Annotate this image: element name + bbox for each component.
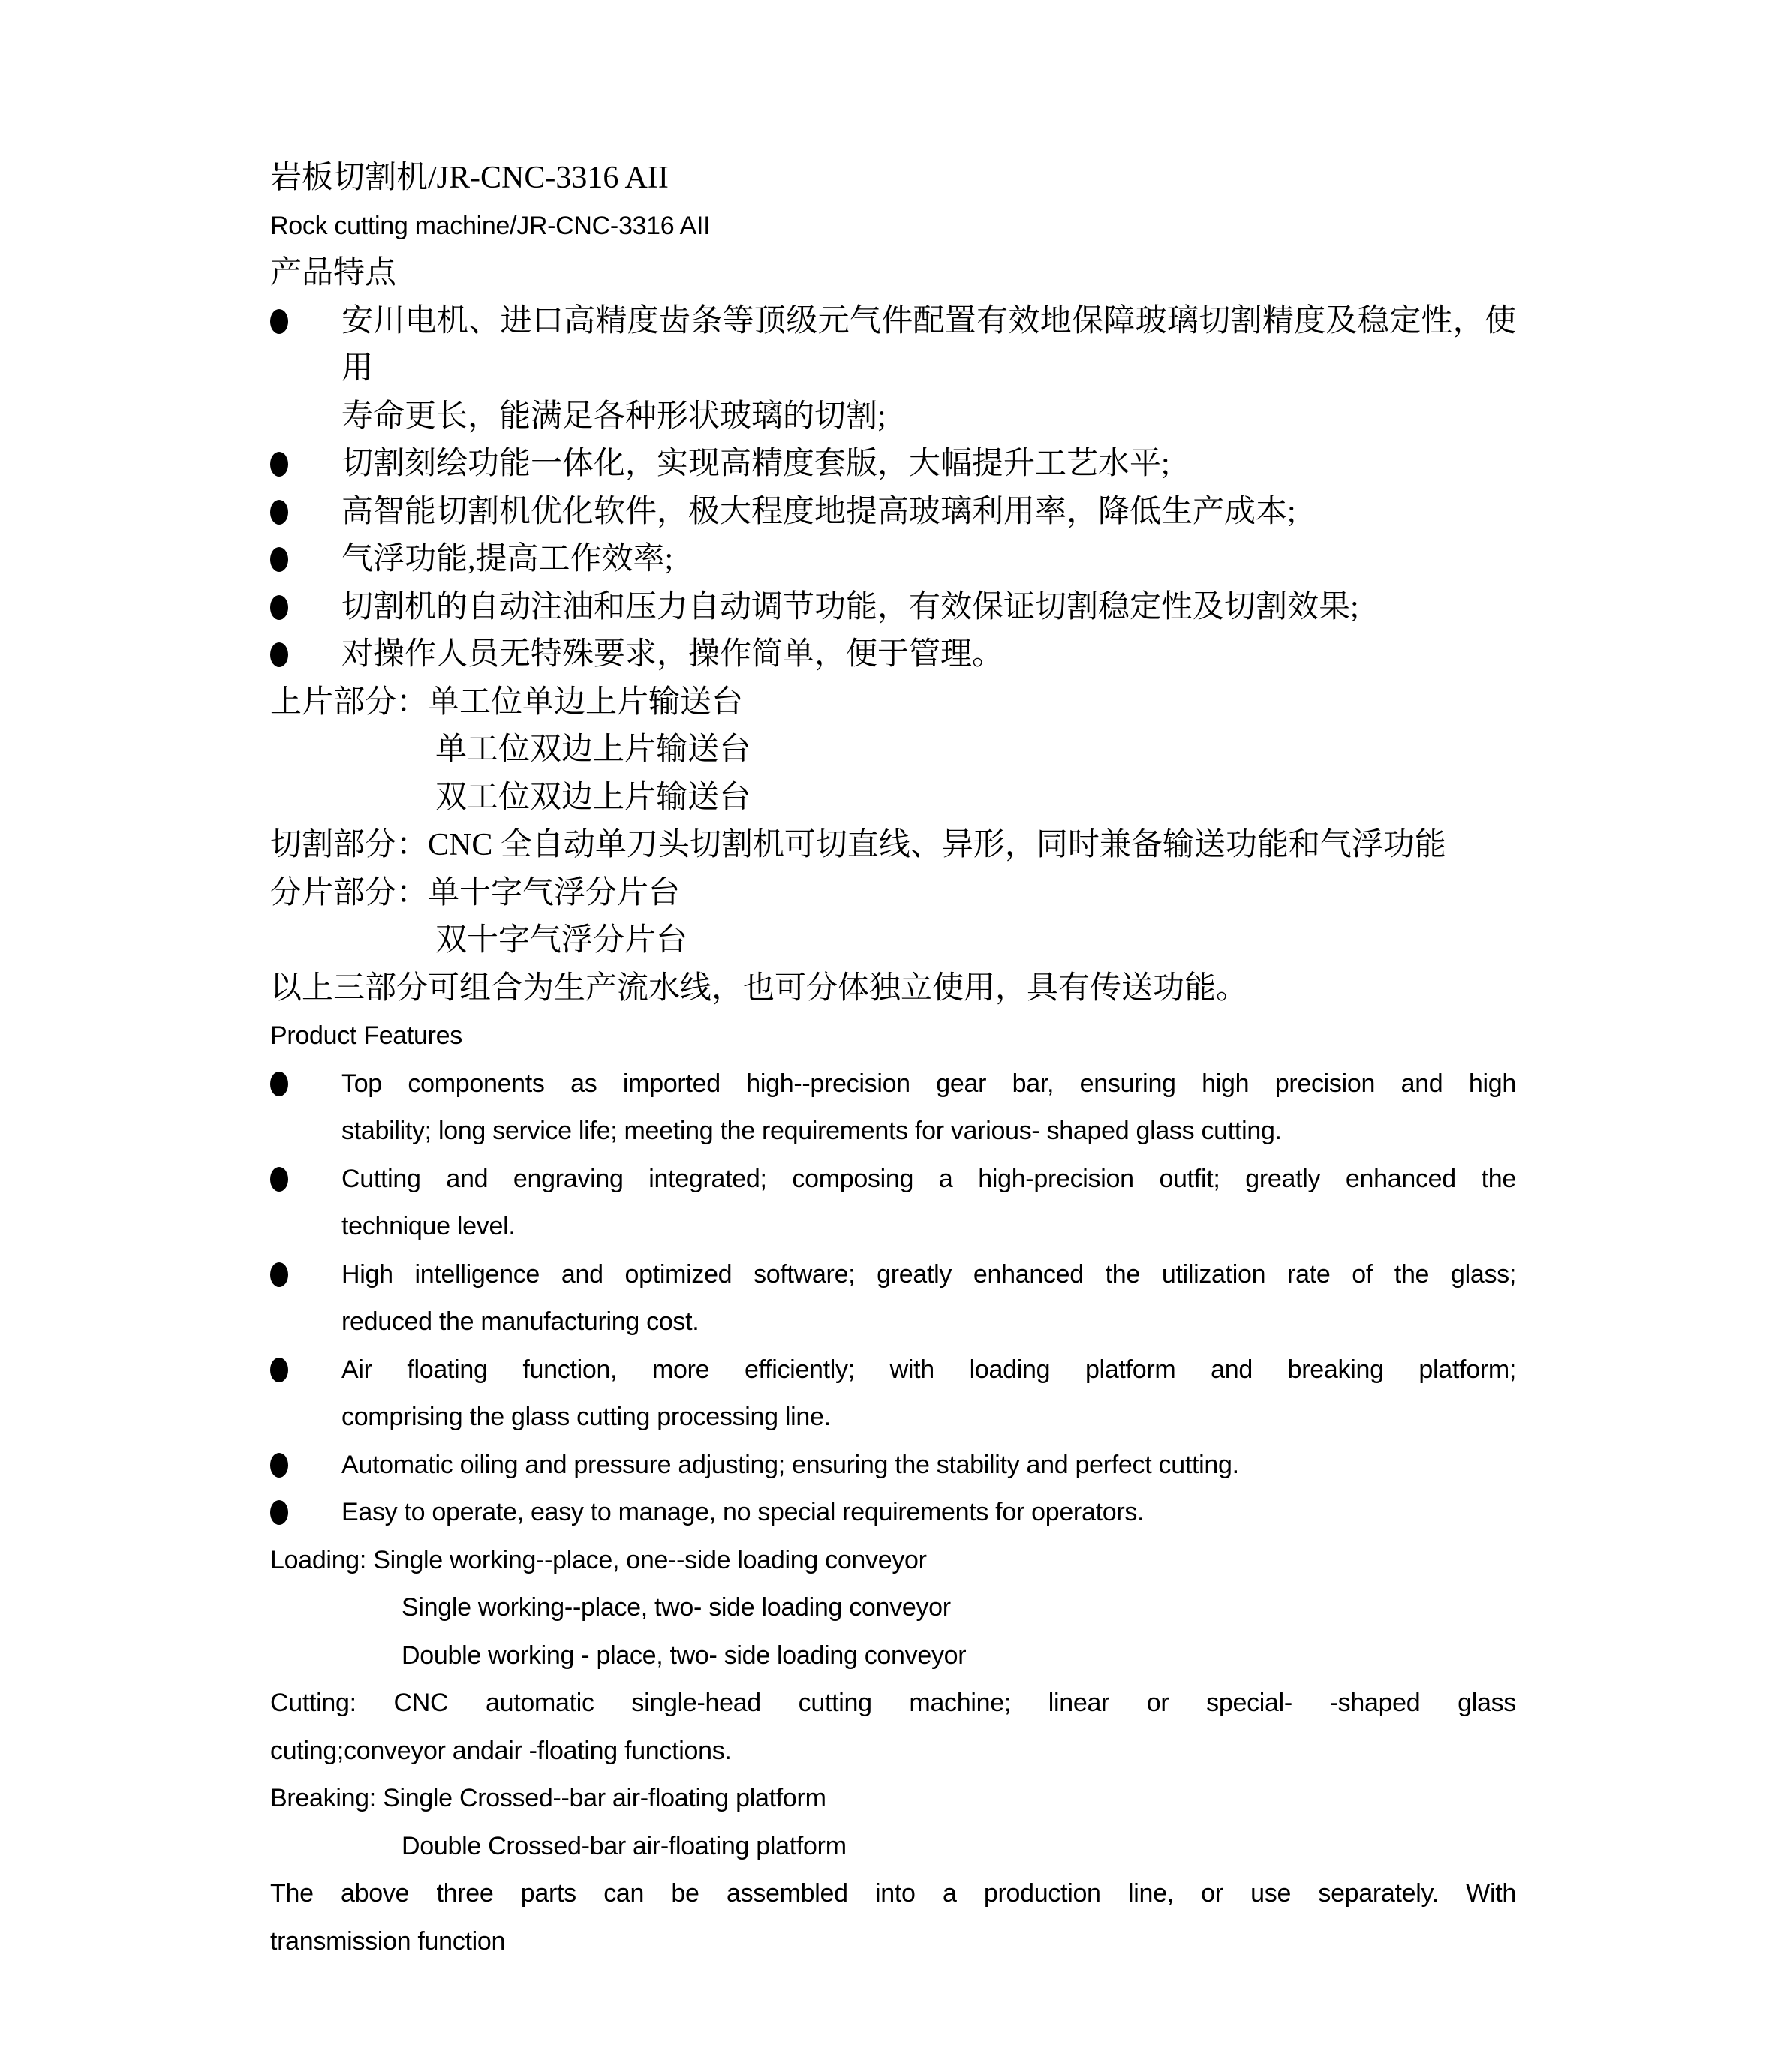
text-line	[270, 203, 1516, 251]
bullet-line	[270, 298, 1516, 393]
line-text: 切割机的自动注油和压力自动调节功能，有效保证切割稳定性及切割效果;	[341, 589, 1359, 624]
text-line	[270, 1584, 1516, 1632]
line-text: 对操作人员无特殊要求，操作简单，便于管理。	[341, 637, 1004, 672]
line-text: 岩板切割机/JR-CNC-3316 AII	[270, 161, 669, 195]
line-text: comprising the glass cutting processing line.	[341, 1403, 831, 1431]
bullet-line	[270, 1060, 1516, 1108]
text-line	[270, 155, 1516, 203]
bullet-line	[270, 1489, 1516, 1537]
text-line	[270, 1537, 1516, 1585]
text-line	[270, 1108, 1516, 1156]
bullet-icon	[270, 1358, 288, 1382]
line-text: 单工位双边上片输送台	[435, 732, 751, 767]
bullet-line	[270, 1251, 1516, 1299]
bullet-icon	[270, 1453, 288, 1478]
bullet-icon	[270, 642, 288, 667]
line-text: cuting;conveyor andair -floating functions.	[270, 1736, 732, 1765]
bullet-line	[270, 1346, 1516, 1394]
bullet-icon	[270, 595, 288, 620]
line-text: 分片部分：单十字气浮分片台	[270, 875, 681, 910]
line-text: 高智能切割机优化软件，极大程度地提高玻璃利用率，降低生产成本;	[341, 494, 1296, 529]
bullet-line	[270, 489, 1516, 537]
text-line	[270, 250, 1516, 298]
text-line	[270, 1012, 1516, 1060]
text-line	[270, 1918, 1516, 1966]
text-line	[270, 1203, 1516, 1251]
line-text: High intelligence and optimized software; greatly enhanced the utilization rate of the glass;	[341, 1259, 1516, 1289]
bullet-icon	[270, 1262, 288, 1287]
line-text: Cutting: CNC automatic single-head cutting machine; linear or special- -shaped glass	[270, 1689, 1516, 1717]
bullet-line	[270, 631, 1516, 679]
text-line	[270, 917, 1516, 965]
line-text: reduced the manufacturing cost.	[341, 1307, 699, 1336]
line-text: Single working--place, two- side loading conveyor	[402, 1593, 951, 1622]
bullet-icon	[270, 1167, 288, 1192]
bullet-line	[270, 441, 1516, 489]
text-line	[270, 965, 1516, 1013]
text-line	[270, 1298, 1516, 1346]
bullet-line	[270, 536, 1516, 584]
text-line	[270, 1823, 1516, 1871]
text-line	[270, 1632, 1516, 1680]
bullet-icon	[270, 452, 288, 477]
bullet-icon	[270, 1072, 288, 1096]
text-line	[270, 870, 1516, 918]
text-line	[270, 1394, 1516, 1442]
line-text: Rock cutting machine/JR-CNC-3316 AII	[270, 211, 711, 240]
line-text: Product Features	[270, 1021, 462, 1050]
line-text: Breaking: Single Crossed--bar air-floating platform	[270, 1784, 826, 1812]
line-text: Double working - place, two- side loading conveyor	[402, 1640, 967, 1670]
line-text: Easy to operate, easy to manage, no special requirements for operators.	[341, 1498, 1145, 1526]
bullet-icon	[270, 500, 288, 525]
line-text: technique level.	[341, 1212, 516, 1240]
line-text: 寿命更长，能满足各种形状玻璃的切割;	[341, 398, 886, 434]
text-line	[270, 1680, 1516, 1728]
line-text: Cutting and engraving integrated; composing a high-precision outfit; greatly enhanced the	[341, 1164, 1516, 1193]
line-text: Automatic oiling and pressure adjusting; ensuring the stability and perfect cutting.	[341, 1450, 1239, 1479]
line-text: The above three parts can be assembled into a production line, or use separately. With	[270, 1879, 1516, 1908]
line-text: Top components as imported high--precision gear bar, ensuring high precision and high	[341, 1069, 1516, 1098]
line-text: 双十字气浮分片台	[435, 923, 688, 958]
line-text: transmission function	[270, 1926, 506, 1956]
line-text: stability; long service life; meeting the requirements for various- shaped glass cutting.	[341, 1117, 1282, 1145]
bullet-line	[270, 1442, 1516, 1490]
text-line	[270, 393, 1516, 441]
line-text: Loading: Single working--place, one--side loading conveyor	[270, 1545, 927, 1574]
bullet-line	[270, 1156, 1516, 1204]
line-text: Air floating function, more efficiently; with loading platform and breaking platform;	[341, 1355, 1516, 1384]
text-line	[270, 1775, 1516, 1823]
line-text: 双工位双边上片输送台	[435, 780, 751, 815]
line-text: 产品特点	[270, 256, 397, 290]
text-line	[270, 679, 1516, 727]
line-text: 切割刻绘功能一体化，实现高精度套版，大幅提升工艺水平;	[341, 447, 1170, 481]
bullet-line	[270, 584, 1516, 632]
bullet-icon	[270, 309, 288, 334]
bullet-icon	[270, 547, 288, 572]
bullet-icon	[270, 1500, 288, 1525]
text-line	[270, 726, 1516, 774]
line-text: Double Crossed-bar air-floating platform	[402, 1831, 847, 1860]
line-text: 切割部分：CNC 全自动单刀头切割机可切直线、异形，同时兼备输送功能和气浮功能	[270, 828, 1446, 862]
line-text: 上片部分：单工位单边上片输送台	[270, 684, 744, 720]
line-text: 安川电机、进口高精度齿条等顶级元气件配置有效地保障玻璃切割精度及稳定性，使用	[341, 303, 1516, 386]
text-line	[270, 774, 1516, 822]
line-text: 以上三部分可组合为生产流水线，也可分体独立使用，具有传送功能。	[270, 970, 1248, 1006]
document-body	[270, 155, 1516, 1965]
text-line	[270, 1870, 1516, 1918]
text-line	[270, 822, 1516, 870]
line-text: 气浮功能,提高工作效率;	[341, 542, 674, 576]
text-line	[270, 1728, 1516, 1776]
